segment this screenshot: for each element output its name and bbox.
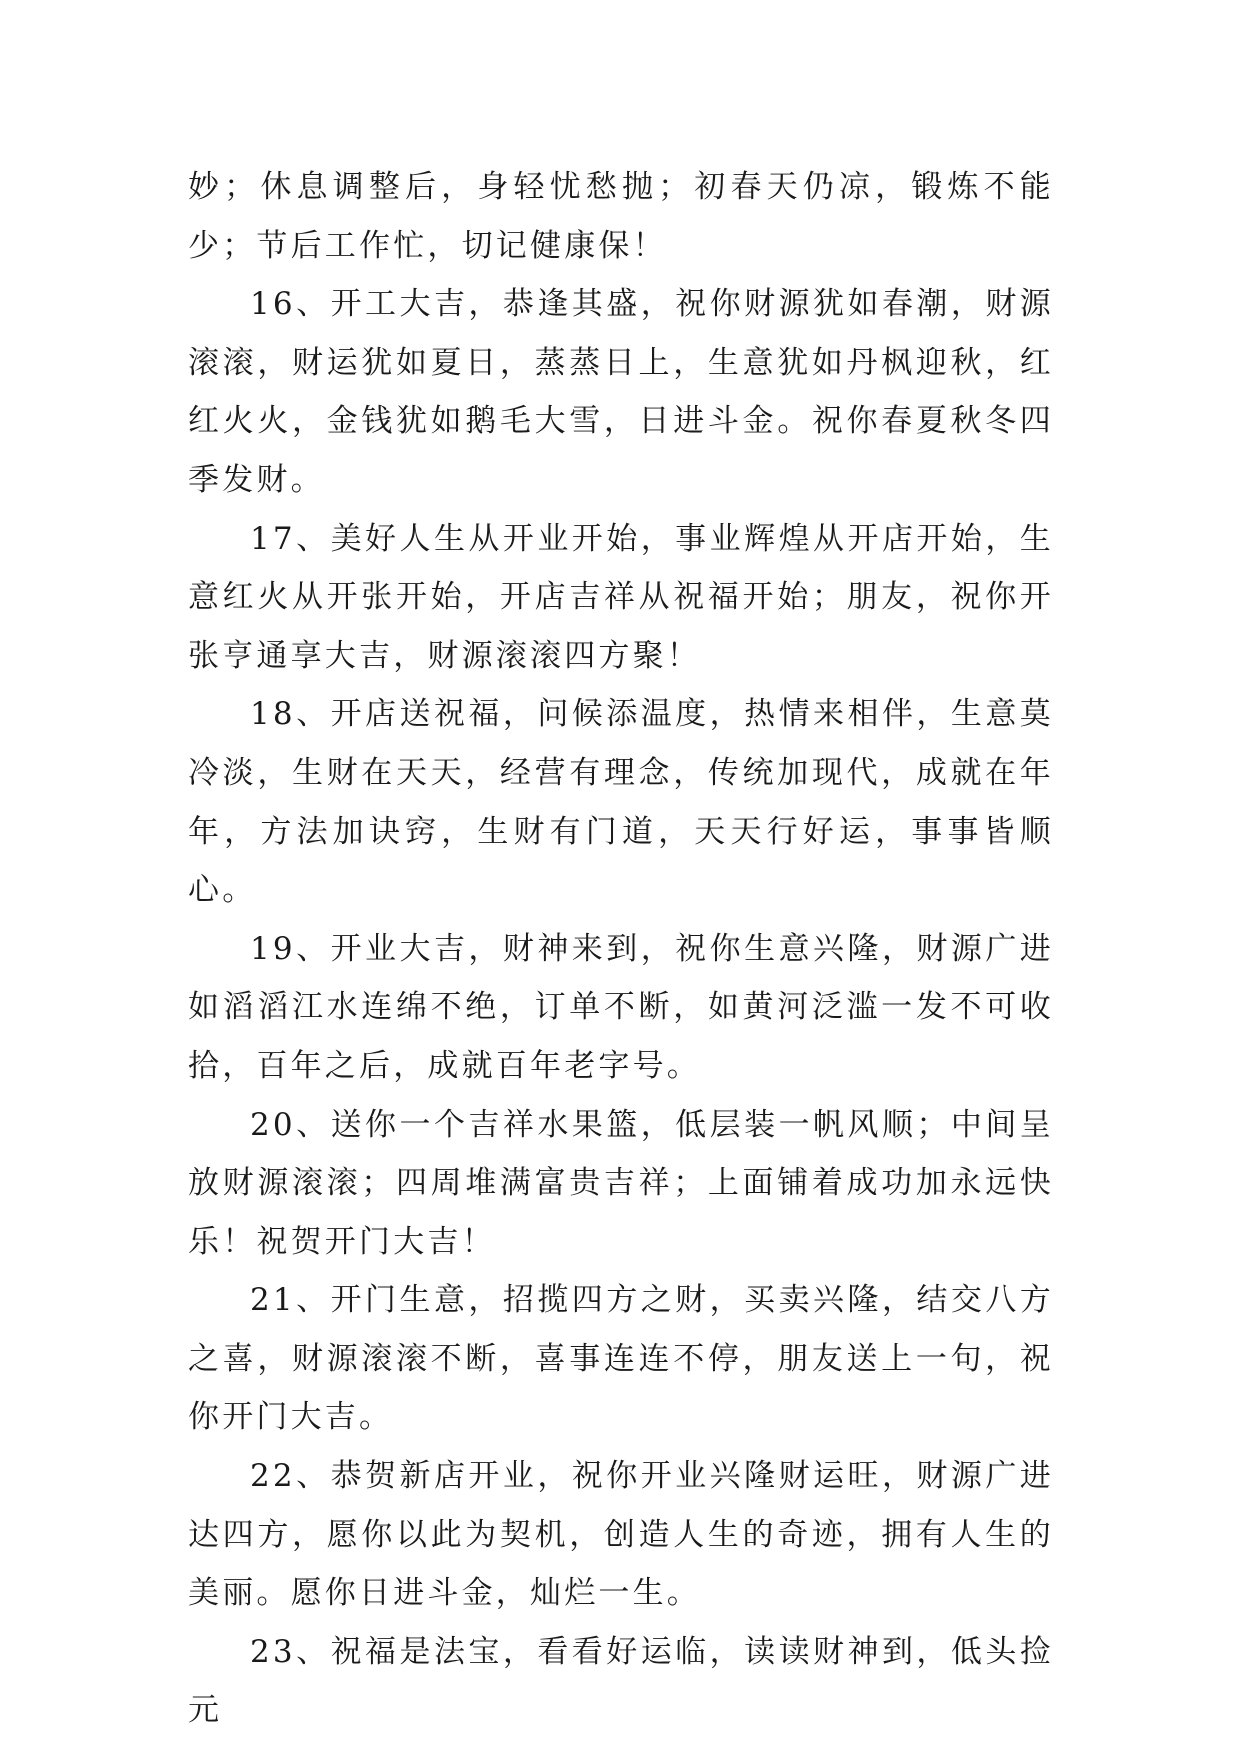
paragraph-16: 16、开工大吉，恭逢其盛，祝你财源犹如春潮，财源滚滚，财运犹如夏日，蒸蒸日上，生意犹如丹枫迎秋，红红火火，金钱犹如鹅毛大雪，日进斗金。祝你春夏秋冬四季发财。 bbox=[188, 286, 1054, 498]
paragraph-20: 20、送你一个吉祥水果篮，低层装一帆风顺；中间呈放财源滚滚；四周堆满富贵吉祥；上面铺着成功加永远快乐！祝贺开门大吉！ bbox=[188, 1106, 1054, 1260]
paragraph-18: 18、开店送祝福，问候添温度，热情来相伴，生意莫冷淡，生财在天天，经营有理念，传统加现代，成就在年年，方法加诀窍，生财有门道，天天行好运，事事皆顺心。 bbox=[188, 696, 1054, 909]
paragraph-19: 19、开业大吉，财神来到，祝你生意兴隆，财源广进如滔滔江水连绵不绝，订单不断，如黄河泛滥一发不可收拾，百年之后，成就百年老字号。 bbox=[188, 930, 1054, 1084]
paragraph-23: 23、祝福是法宝，看看好运临，读读财神到，低头捡元 bbox=[188, 1633, 1054, 1729]
document-body bbox=[188, 158, 1054, 1740]
paragraph-continuation: 妙；休息调整后，身轻忧愁抛；初春天仍凉，锻炼不能少；节后工作忙，切记健康保！ bbox=[188, 169, 1054, 264]
paragraph-21: 21、开门生意，招揽四方之财，买卖兴隆，结交八方之喜，财源滚滚不断，喜事连连不停，朋友送上一句，祝你开门大吉。 bbox=[188, 1282, 1054, 1436]
paragraph-17: 17、美好人生从开业开始，事业辉煌从开店开始，生意红火从开张开始，开店吉祥从祝福开始；朋友，祝你开张亨通享大吉，财源滚滚四方聚！ bbox=[188, 520, 1054, 674]
paragraph-22: 22、恭贺新店开业，祝你开业兴隆财运旺，财源广进达四方，愿你以此为契机，创造人生的奇迹，拥有人生的美丽。愿你日进斗金，灿烂一生。 bbox=[188, 1458, 1054, 1612]
